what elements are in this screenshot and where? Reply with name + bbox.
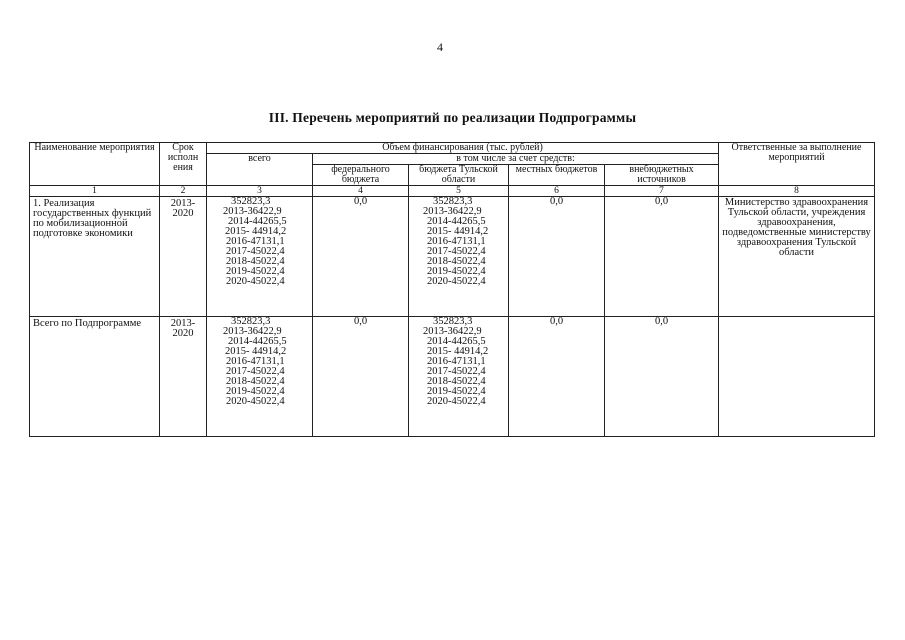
- regional-value: 2019-45022,4: [427, 266, 486, 277]
- row-name: Всего по Подпрограмме: [30, 317, 160, 437]
- total-value: 2020-45022,4: [226, 276, 285, 287]
- column-number: 2: [160, 186, 207, 197]
- total-value: 2019-45022,4: [226, 266, 285, 277]
- total-value: 352823,3: [231, 316, 271, 327]
- row-responsible: Министерство здравоохранения Тульской области, учреждения здравоохранения, подведомственные министерству здравоохранения Тульской области: [719, 197, 875, 317]
- regional-value: 2016-47131,1: [427, 356, 486, 367]
- total-value: 2016-47131,1: [226, 236, 285, 247]
- row-extra: 0,0: [605, 317, 719, 437]
- header-term: Срок исполн ения: [160, 143, 207, 186]
- regional-value: 2018-45022,4: [427, 376, 486, 387]
- row-federal: 0,0: [313, 197, 409, 317]
- total-value: 2017-45022,4: [226, 366, 285, 377]
- row-total: [207, 317, 313, 437]
- header-name: Наименование мероприятия: [30, 143, 160, 186]
- total-value: 2013-36422,9: [223, 326, 282, 337]
- regional-value: 2015- 44914,2: [427, 226, 489, 237]
- row-federal: 0,0: [313, 317, 409, 437]
- regional-value: 352823,3: [433, 316, 473, 327]
- row-regional: [409, 197, 509, 317]
- regional-value: 2017-45022,4: [427, 246, 486, 257]
- regional-value: 2018-45022,4: [427, 256, 486, 267]
- column-number: 7: [605, 186, 719, 197]
- regional-value: 2014-44265,5: [427, 216, 486, 227]
- column-number: 8: [719, 186, 875, 197]
- column-number: 3: [207, 186, 313, 197]
- total-value: 2015- 44914,2: [225, 346, 287, 357]
- row-extra: 0,0: [605, 197, 719, 317]
- header-finance: Объем финансирования (тыс. рублей): [207, 143, 719, 154]
- regional-value: 2017-45022,4: [427, 366, 486, 377]
- total-value: 2020-45022,4: [226, 396, 285, 407]
- header-local: местных бюджетов: [509, 165, 605, 186]
- header-extra: внебюджетных источников: [605, 165, 719, 186]
- regional-value: 2020-45022,4: [427, 276, 486, 287]
- total-value: 2017-45022,4: [226, 246, 285, 257]
- regional-value: 2013-36422,9: [423, 326, 482, 337]
- header-total: всего: [207, 154, 313, 186]
- total-value: 2015- 44914,2: [225, 226, 287, 237]
- row-total: [207, 197, 313, 317]
- page-number: 4: [437, 40, 443, 54]
- column-number: 5: [409, 186, 509, 197]
- column-number: 1: [30, 186, 160, 197]
- column-number: 4: [313, 186, 409, 197]
- total-value: 2014-44265,5: [228, 216, 287, 227]
- header-regional: бюджета Тульской области: [409, 165, 509, 186]
- regional-value: 2015- 44914,2: [427, 346, 489, 357]
- row-term: 2013-2020: [160, 197, 207, 317]
- total-value: 2018-45022,4: [226, 256, 285, 267]
- table-row: [30, 317, 875, 437]
- regional-value: 2020-45022,4: [427, 396, 486, 407]
- header-row-1: [30, 143, 875, 154]
- header-federal: федерального бюджета: [313, 165, 409, 186]
- row-term: 2013-2020: [160, 317, 207, 437]
- row-local: 0,0: [509, 197, 605, 317]
- table-row: [30, 197, 875, 317]
- row-local: 0,0: [509, 317, 605, 437]
- total-value: 2019-45022,4: [226, 386, 285, 397]
- regional-value: 352823,3: [433, 196, 473, 207]
- regional-value: 2019-45022,4: [427, 386, 486, 397]
- column-numbers-row: [30, 186, 875, 197]
- activities-table: [29, 142, 875, 437]
- row-name: 1. Реализация государственных функций по мобилизационной подготовке экономики: [30, 197, 160, 317]
- row-responsible: [719, 317, 875, 437]
- header-including: в том числе за счет средств:: [313, 154, 719, 165]
- regional-value: 2016-47131,1: [427, 236, 486, 247]
- total-value: 2013-36422,9: [223, 206, 282, 217]
- header-responsible: Ответственные за выполнение мероприятий: [719, 143, 875, 186]
- total-value: 2014-44265,5: [228, 336, 287, 347]
- total-value: 352823,3: [231, 196, 271, 207]
- row-regional: [409, 317, 509, 437]
- column-number: 6: [509, 186, 605, 197]
- total-value: 2018-45022,4: [226, 376, 285, 387]
- regional-value: 2013-36422,9: [423, 206, 482, 217]
- total-value: 2016-47131,1: [226, 356, 285, 367]
- regional-value: 2014-44265,5: [427, 336, 486, 347]
- page-title: III. Перечень мероприятий по реализации Подпрограммы: [268, 110, 637, 125]
